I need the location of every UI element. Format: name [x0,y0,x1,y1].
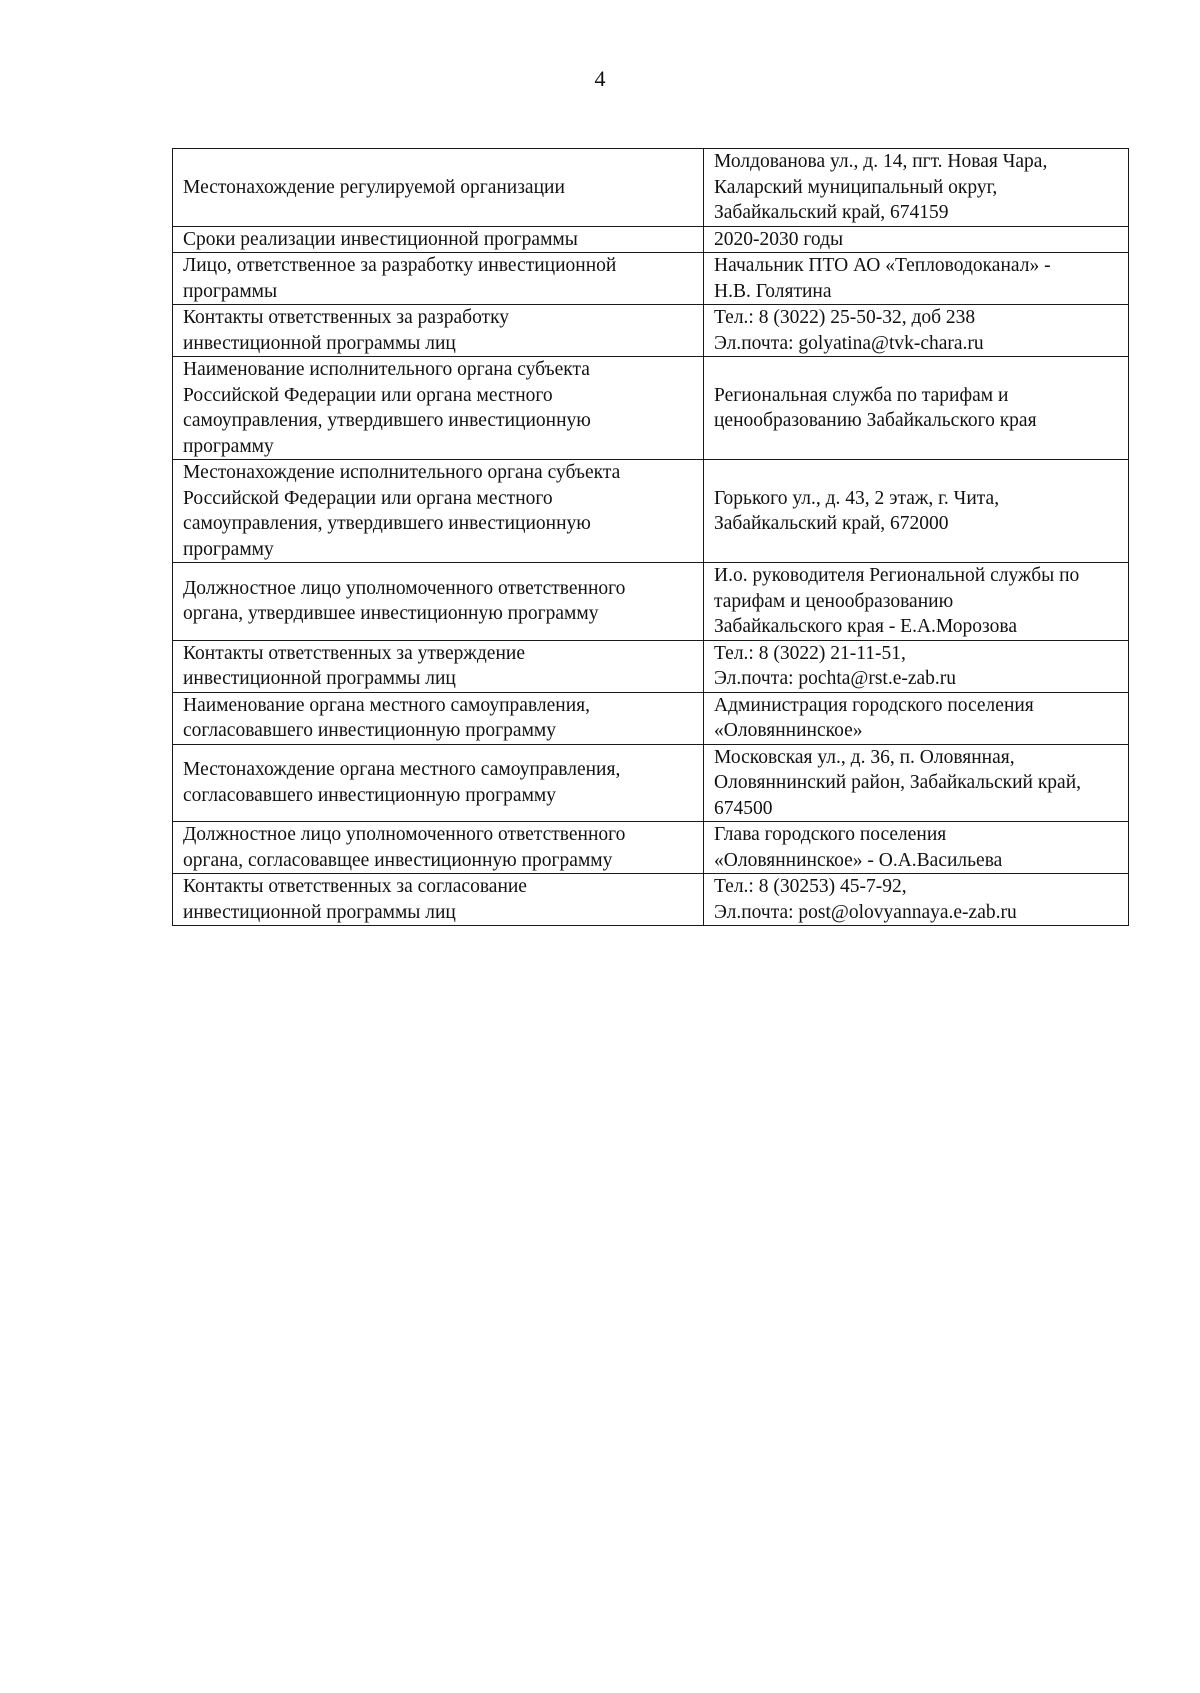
value-text-line: Московская ул., д. 36, п. Оловянная, [714,746,1015,768]
table-cell-value [704,357,1129,460]
value-text-line: Каларский муниципальный округ, [714,176,998,198]
table-cell-label [173,692,704,744]
label-text-line: Российской Федерации или органа местного [183,487,553,509]
value-text-line: Региональная служба по тарифам и [714,384,1009,406]
label-text-line: Контакты ответственных за согласование [183,876,527,897]
value-text-line: Забайкальский край, 674159 [714,202,949,223]
label-text-line: Должностное лицо уполномоченного ответственного [183,577,626,599]
label-text-line: Лицо, ответственное за разработку инвестиционной [183,255,617,276]
table-row [173,563,1129,641]
label-text-line: согласовавшего инвестиционную программу [183,784,556,806]
value-text-line: Тел.: 8 (3022) 25-50-32, доб 238 [714,307,976,328]
table-body [173,149,1129,926]
table-cell-value [704,822,1129,874]
table-cell-label [173,874,704,926]
label-text-line: инвестиционной программы лиц [183,668,456,689]
table-row [173,822,1129,874]
table-cell-label [173,226,704,253]
value-text-line: Тел.: 8 (3022) 21-11-51, [714,642,906,664]
label-text-line: Контакты ответственных за утверждение [183,642,525,664]
table-cell-value [704,149,1129,227]
value-text-line: Администрация городского поселения [714,694,1034,716]
value-text-line: ценообразованию Забайкальского края [714,410,1037,431]
label-text-line: инвестиционной программы лиц [183,332,456,354]
table-cell-label [173,460,704,563]
label-text-line: органа, утвердившее инвестиционную программу [183,603,599,625]
value-text-line: Эл.почта: pochta@rst.e-zab.ru [714,668,957,689]
table-cell-value [704,744,1129,822]
table-row [173,692,1129,744]
table-cell-value [704,460,1129,563]
table-cell-value [704,226,1129,253]
table-row [173,149,1129,227]
table-cell-value [704,874,1129,926]
table-cell-label [173,149,704,227]
value-text-line: 2020-2030 годы [714,228,844,250]
label-text-line: программу [183,538,274,560]
table-row [173,744,1129,822]
table-row [173,460,1129,563]
value-text-line: Молдованова ул., д. 14, пгт. Новая Чара, [714,151,1048,172]
investment-program-info-table [172,148,1129,926]
table-cell-label [173,253,704,305]
table-row [173,357,1129,460]
value-text-line: Тел.: 8 (30253) 45-7-92, [714,876,907,897]
label-text-line: Наименование исполнительного органа субъекта [183,359,590,380]
label-text-line: инвестиционной программы лиц [183,901,456,923]
page-number: 4 [594,66,606,91]
label-text-line: Должностное лицо уполномоченного ответственного [183,824,626,845]
value-text-line: «Оловяннинское» [714,720,863,741]
table-row [173,640,1129,692]
table-cell-value [704,640,1129,692]
label-text-line: программу [183,435,274,457]
table-cell-label [173,563,704,641]
label-text-line: Местонахождение органа местного самоуправления, [183,759,621,781]
value-text-line: 674500 [714,797,773,819]
value-text-line: Забайкальского края - Е.А.Морозова [714,616,1017,637]
table-cell-label [173,744,704,822]
table-cell-label [173,305,704,357]
value-text-line: Н.В. Голятина [714,280,832,302]
table-cell-label [173,357,704,460]
value-text-line: Глава городского поселения [714,824,947,845]
label-text-line: самоуправления, утвердившего инвестиционную [183,513,591,534]
label-text-line: самоуправления, утвердившего инвестиционную [183,410,591,431]
label-text-line: Местонахождение исполнительного органа субъекта [183,462,621,483]
value-text-line: Эл.почта: golyatina@tvk-chara.ru [714,332,984,354]
label-text-line: Российской Федерации или органа местного [183,384,553,406]
label-text-line: Контакты ответственных за разработку [183,307,510,328]
label-text-line: органа, согласовавщее инвестиционную программу [183,849,613,871]
table-cell-value [704,305,1129,357]
value-text-line: Оловяннинский район, Забайкальский край, [714,772,1082,793]
value-text-line: тарифам и ценообразованию [714,590,954,612]
value-text-line: Начальник ПТО АО «Тепловодоканал» - [714,255,1051,276]
table-cell-value [704,253,1129,305]
table-row [173,305,1129,357]
label-text-line: программы [183,280,278,302]
table-row [173,874,1129,926]
table-cell-label [173,640,704,692]
table-cell-label [173,822,704,874]
label-text-line: Местонахождение регулируемой организации [183,176,565,198]
value-text-line: Горького ул., д. 43, 2 этаж, г. Чита, [714,487,1000,509]
table-cell-value [704,563,1129,641]
label-text-line: согласовавшего инвестиционную программу [183,720,556,741]
value-text-line: «Оловяннинское» - О.А.Васильева [714,849,1003,871]
table-row [173,226,1129,253]
table-row [173,253,1129,305]
label-text-line: Сроки реализации инвестиционной программы [183,228,578,250]
value-text-line: Эл.почта: post@olovyannaya.e-zab.ru [714,901,1017,923]
value-text-line: И.о. руководителя Региональной службы по [714,565,1080,586]
value-text-line: Забайкальский край, 672000 [714,513,949,534]
label-text-line: Наименование органа местного самоуправления, [183,694,590,716]
table-cell-value [704,692,1129,744]
